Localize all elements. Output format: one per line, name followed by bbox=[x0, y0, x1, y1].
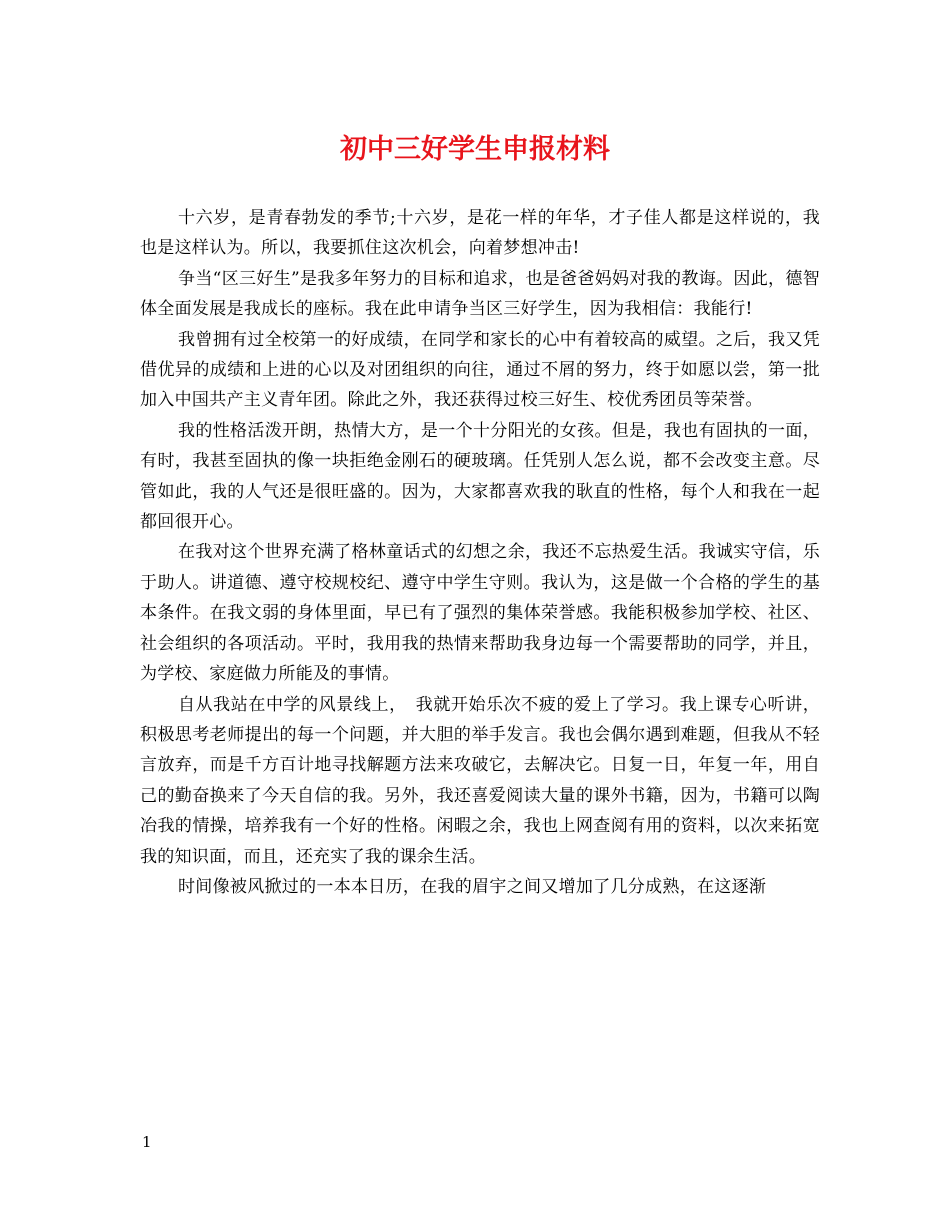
paragraph: 我的性格活泼开朗，热情大方，是一个十分阳光的女孩。但是，我也有固执的一面，有时，我甚至固执的像一块拒绝金刚石的硬玻璃。任凭别人怎么说，都不会改变主意。尽管如此，我的人气还是很旺盛的。因为，大家都喜欢我的耿直的性格，每个人和我在一起都回很开心。 bbox=[140, 420, 820, 533]
paragraph: 十六岁，是青春勃发的季节;十六岁，是花一样的年华，才子佳人都是这样说的，我也是这样认为。所以，我要抓住这次机会，向着梦想冲击! bbox=[140, 208, 820, 259]
paragraph: 在我对这个世界充满了格林童话式的幻想之余，我还不忘热爱生活。我诚实守信，乐于助人。讲道德、遵守校规校纪、遵守中学生守则。我认为，这是做一个合格的学生的基本条件。在我文弱的身体里面，早已有了强烈的集体荣誉感。我能积极参加学校、社区、社会组织的各项活动。平时，我用我的热情来帮助我身边每一个需要帮助的同学，并且，为学校、家庭做力所能及的事情。 bbox=[140, 542, 820, 685]
paragraph: 我曾拥有过全校第一的好成绩，在同学和家长的心中有着较高的威望。之后，我又凭借优异的成绩和上进的心以及对团组织的向往，通过不屑的努力，终于如愿以尝，第一批加入中国共产主义青年团。除此之外，我还获得过校三好生、校优秀团员等荣誉。 bbox=[140, 329, 820, 411]
document-body bbox=[140, 203, 820, 902]
paragraph: 时间像被风掀过的一本本日历，在我的眉宇之间又增加了几分成熟，在这逐渐 bbox=[178, 876, 767, 897]
paragraph: 自从我站在中学的风景线上， 我就开始乐次不疲的爱上了学习。我上课专心听讲，积极思考老师提出的每一个问题，并大胆的举手发言。我也会偶尔遇到难题，但我从不轻言放弃，而是千方百计地寻找解题方法来攻破它，去解决它。日复一日，年复一年，用自己的勤奋换来了今天自信的我。另外，我还喜爱阅读大量的课外书籍，因为，书籍可以陶冶我的情操，培养我有一个好的性格。闲暇之余，我也上网查阅有用的资料，以次来拓宽我的知识面，而且，还充实了我的课余生活。 bbox=[140, 694, 820, 867]
paragraph: 争当“区三好生”是我多年努力的目标和追求，也是爸爸妈妈对我的教诲。因此，德智体全面发展是我成长的座标。我在此申请争当区三好学生，因为我相信：我能行! bbox=[140, 268, 820, 320]
page-number: 1 bbox=[142, 1133, 152, 1151]
document-title: 初中三好学生申报材料 bbox=[340, 134, 610, 165]
